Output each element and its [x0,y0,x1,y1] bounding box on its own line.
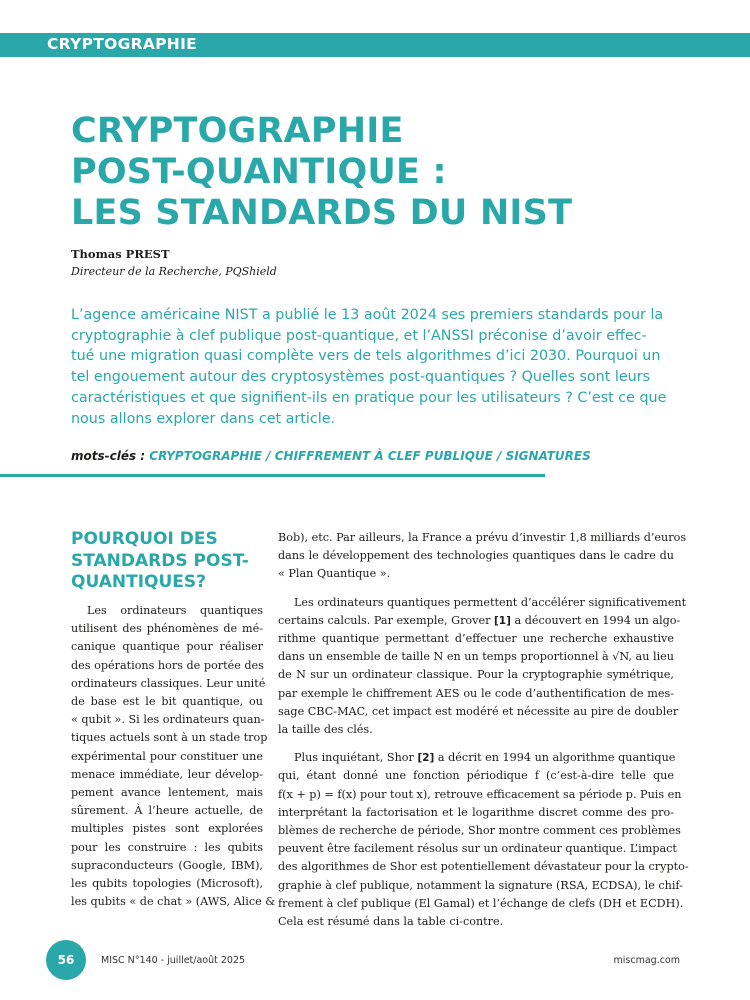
body-line: des opérations hors de portée des [71,658,264,672]
body-line: supraconducteurs (Google, IBM), [71,858,263,872]
reference-link[interactable]: [2] [417,752,435,765]
page-number-badge [46,940,86,980]
body-line: canique quantique pour réaliser [71,640,263,654]
body-line: interprétant la factorisation et le logarithme discret comme des pro- [278,805,674,819]
section-heading-line: POURQUOI DES [71,529,218,549]
body-line: menace immédiate, leur dévelop- [71,767,263,781]
body-line: blèmes de recherche de période, Shor montre comment ces problèmes [278,824,681,838]
body-line: f(x + p) = f(x) pour tout x), retrouve efficacement sa période p. Puis en [278,787,682,801]
author-name: Thomas PREST [71,247,170,261]
title-line: CRYPTOGRAPHIE [71,111,404,151]
body-line: Les ordinateurs quantiques permettent d’accélérer significativement [294,595,687,609]
body-line: pement avance lentement, mais [71,786,263,800]
article-title [71,111,711,234]
body-line: multiples pistes sont explorées [71,822,263,836]
left-column-text [71,602,276,911]
body-line [278,612,681,630]
body-line: de base est le bit quantique, ou [71,695,263,709]
body-line: qui, étant donné une fonction périodique f (c’est-à-dire telle que [278,769,674,783]
body-line: dans un ensemble de taille N en un temps proportionnel à √N, au lieu [278,650,674,664]
body-line: utilisent des phénomènes de mé- [71,622,263,636]
text-run: certains calculs. Par exemple, Grover [278,613,494,627]
keywords-values: CRYPTOGRAPHIE / CHIFFREMENT À CLEF PUBLIQUE / SIGNATURES [149,449,591,463]
lead-line: nous allons explorer dans cet article. [71,410,336,427]
site-link[interactable]: miscmag.com [613,955,680,966]
page-number: 56 [57,953,75,967]
section-heading-line: STANDARDS POST- [71,550,249,571]
body-line: par exemple le chiffrement AES ou le code d’authentification de mes- [278,686,674,700]
body-line: expérimental pour constituer une [71,749,263,763]
lead-line: cryptographie à clef publique post-quantique, et l’ANSSI préconise d’avoir effec- [71,327,647,344]
title-line: LES STANDARDS DU NIST [71,193,573,233]
body-line: Cela est résumé dans la table ci-contre. [278,915,504,929]
body-line: des algorithmes de Shor est potentiellement dévastateur pour la crypto- [278,860,689,874]
body-line: « qubit ». Si les ordinateurs quan- [71,713,265,727]
category-label: CRYPTOGRAPHIE [47,35,198,53]
lead-line: tel engouement autour des cryptosystèmes post-quantiques ? Quelles sont leurs [71,369,651,386]
body-line: Bob), etc. Par ailleurs, la France a prévu d’investir 1,8 milliards d’euros [278,531,687,544]
lead-line: caractéristiques et que signifient-ils en pratique pour les utilisateurs ? C’est ce que [71,389,667,406]
keywords [71,449,591,463]
category-bar [0,33,750,57]
body-line: la taille des clés. [278,723,373,737]
body-line [278,749,674,767]
text-run: a découvert en 1994 un algo- [510,613,681,627]
body-line: frement à clef publique (El Gamal) et l’échange de clefs (DH et ECDH). [278,896,684,910]
body-line: peuvent être facilement résolus sur un ordinateur quantique. L’impact [278,842,677,856]
body-line: les qubits « de chat » (AWS, Alice & [71,895,276,909]
author-role: Directeur de la Recherche, PQShield [71,265,277,278]
keywords-divider [0,474,545,477]
paragraph [278,529,687,584]
section-heading [71,529,271,594]
lead-line: L’agence américaine NIST a publié le 13 août 2024 ses premiers standards pour la [71,307,664,323]
issue-info: MISC N°140 - juillet/août 2025 [101,955,246,966]
section-heading-line: QUANTIQUES? [71,572,207,592]
body-line: tiques actuels sont à un stade trop [71,731,268,745]
right-column-text [278,529,689,941]
body-line: ordinateurs classiques. Leur unité [71,676,266,690]
reference-link[interactable]: [1] [494,614,511,627]
body-line: de N sur un ordinateur classique. Pour la cryptographie symétrique, [278,668,674,682]
text-run: a décrit en 1994 un algorithme quantique [434,751,676,765]
text-run: Plus inquiétant, Shor [294,751,418,765]
lead-line: tué une migration quasi complète vers de tels algorithmes d’ici 2030. Pourquoi un [71,348,661,365]
lead-paragraph [71,305,691,429]
body-line: dans le développement des technologies quantiques dans le cadre du [278,549,674,563]
paragraph [278,594,687,740]
body-line: « Plan Quantique ». [278,567,391,581]
body-line: sage CBC-MAC, cet impact est modéré et nécessite au pire de doubler [278,704,679,718]
body-line: Les ordinateurs quantiques [87,604,263,617]
body-line: graphie à clef publique, notamment la signature (RSA, ECDSA), le chif- [278,878,683,892]
body-line: rithme quantique permettant d’effectuer une recherche exhaustive [278,632,674,646]
title-line: POST-QUANTIQUE : [71,152,447,192]
body-line: pour les construire : les qubits [71,840,263,854]
keywords-label: mots-clés : [71,449,150,463]
paragraph [278,749,689,931]
body-line: les qubits topologies (Microsoft), [71,877,263,891]
body-line: sûrement. À l’heure actuelle, de [71,804,263,818]
